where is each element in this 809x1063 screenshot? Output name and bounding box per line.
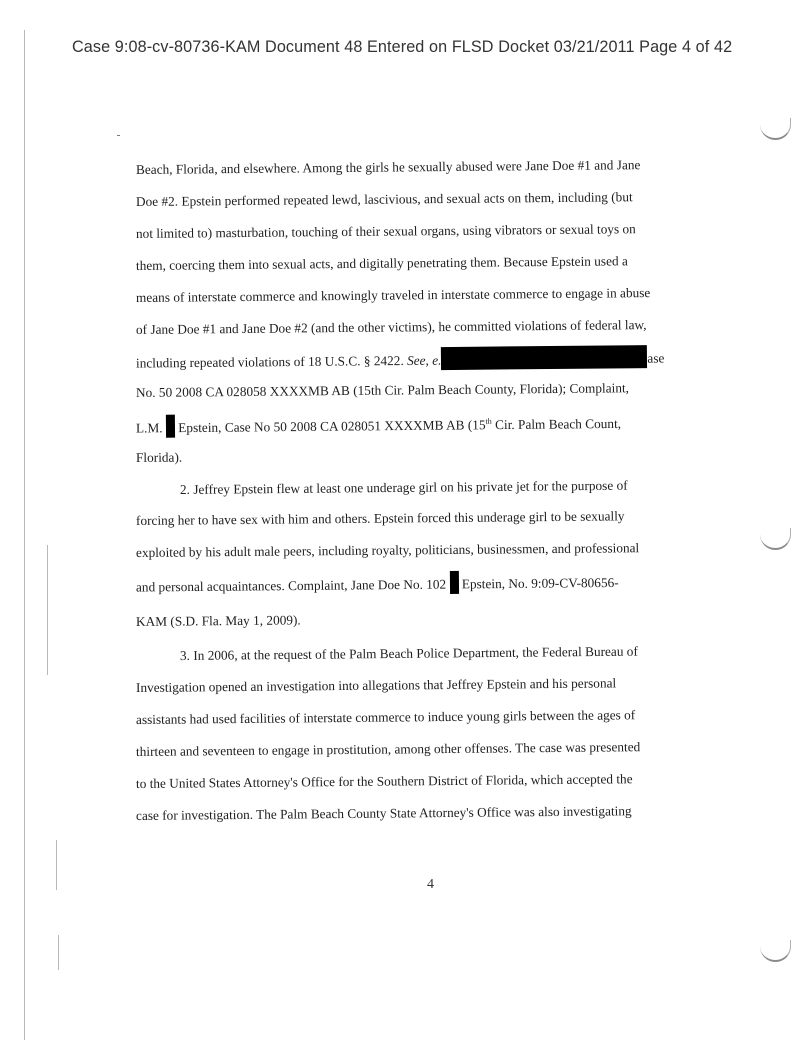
citation-signal: See, e. [406, 352, 442, 368]
redaction-bar [166, 415, 175, 438]
binder-hole-top [760, 118, 791, 140]
scan-margin-line [58, 935, 59, 970]
body-line: of Jane Doe #1 and Jane Doe #2 (and the other victims), he committed violations of federal law, [135, 317, 647, 337]
scan-margin-line [56, 840, 57, 890]
paragraph-3-line: 3. In 2006, at the request of the Palm Beach Police Department, the Federal Bureau of [179, 643, 638, 663]
body-text: Epstein, Case No 50 2008 CA 028051 XXXXMB AB (15 [178, 417, 486, 436]
paragraph-2-line: KAM (S.D. Fla. May 1, 2009). [135, 612, 301, 629]
body-line: Beach, Florida, and elsewhere. Among the girls he sexually abused were Jane Doe #1 and Jane [135, 157, 641, 177]
body-text: including repeated violations of 18 U.S.C. § 2422. [135, 352, 404, 371]
body-line: not limited to) masturbation, touching of their sexual organs, using vibrators or sexual toys on [135, 221, 636, 241]
redaction-bar [449, 571, 458, 594]
ordinal-superscript: th [485, 416, 492, 426]
binder-hole-bottom [760, 940, 791, 962]
body-line-with-redaction [136, 413, 621, 441]
body-line: Florida). [135, 449, 183, 465]
case-header: Case 9:08-cv-80736-KAM Document 48 Entered on FLSD Docket 03/21/2011 Page 4 of 42 [72, 38, 733, 56]
scan-speck [117, 135, 120, 136]
body-text: ase [647, 350, 665, 366]
paragraph-3-line: to the United States Attorney's Office for the Southern District of Florida, which accepted the [135, 771, 633, 791]
scan-margin-line [47, 545, 48, 675]
paragraph-2-line: exploited by his adult male peers, including royalty, politicians, businessmen, and professional [135, 540, 640, 560]
body-line: No. 50 2008 CA 028058 XXXXMB AB (15th Cir. Palm Beach County, Florida); Complaint, [135, 380, 630, 400]
binder-hole-middle [760, 528, 791, 550]
paragraph-2-line: forcing her to have sex with him and others. Epstein forced this underage girl to be sexually [135, 508, 625, 528]
body-line: means of interstate commerce and knowingly traveled in interstate commerce to engage in abuse [135, 285, 651, 305]
body-line-with-redaction [136, 348, 665, 376]
body-text: and personal acquaintances. Complaint, Jane Doe No. 102 [135, 576, 447, 595]
redaction-bar [441, 345, 647, 370]
paragraph-3-line: thirteen and seventeen to engage in prostitution, among other offenses. The case was presented [135, 739, 641, 759]
body-line: them, coercing them into sexual acts, and digitally penetrating them. Because Epstein used a [135, 253, 628, 273]
paragraph-2-line: 2. Jeffrey Epstein flew at least one underage girl on his private jet for the purpose of [179, 477, 628, 497]
paragraph-3-line: case for investigation. The Palm Beach County State Attorney's Office was also investigating [135, 803, 632, 823]
body-text: Cir. Palm Beach Count, [491, 415, 622, 433]
body-text: L.M. [135, 420, 163, 436]
paragraph-2-line-with-redaction [136, 572, 619, 600]
paragraph-3-line: assistants had used facilities of interstate commerce to induce young girls between the ages of [135, 707, 636, 727]
page-number: 4 [427, 877, 434, 892]
scan-margin-line [24, 30, 25, 1040]
paragraph-3-line: Investigation opened an investigation into allegations that Jeffrey Epstein and his personal [135, 675, 617, 695]
body-text: Epstein, No. 9:09-CV-80656- [461, 574, 619, 592]
body-line: Doe #2. Epstein performed repeated lewd, lascivious, and sexual acts on them, including (but [135, 189, 633, 209]
